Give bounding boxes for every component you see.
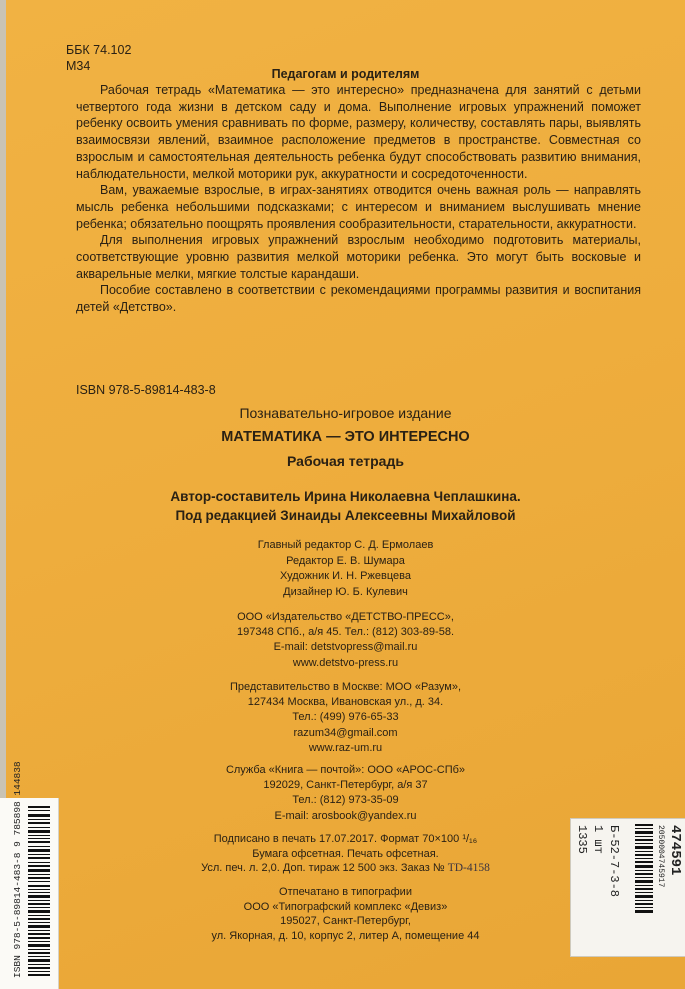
order-number: TD-4158 (447, 862, 490, 874)
staff-line: Главный редактор С. Д. Ермолаев (257, 539, 434, 551)
publisher-line: 197348 СПб., а/я 45. Тел.: (812) 303-89-58. (237, 626, 454, 639)
moscow-line: 127434 Москва, Ивановская ул., д. 34. (247, 696, 444, 709)
moscow-office-info (6, 680, 685, 756)
printer-line: 195027, Санкт-Петербург, (280, 915, 411, 927)
udk-code: М34 (66, 59, 91, 73)
publisher-website: www.detstvo-press.ru (292, 656, 399, 669)
service-email: E-mail: arosbook@yandex.ru (274, 809, 417, 822)
printer-line: Отпечатано в типографии (279, 886, 412, 898)
publisher-info (6, 610, 685, 671)
publisher-line: ООО «Издательство «ДЕТСТВО-ПРЕСС», (237, 611, 454, 623)
editorial-staff (6, 538, 685, 600)
paragraph: Рабочая тетрадь «Математика — это интересно» предназначена для занятий с детьми четвертого года жизни в детском саду и дома. Выполнение игровых упражнений поможет ребенку освоить умения сравнивать по форме, размеру, количеству, составлять пары, выявлять взаимосвязи явлений, взаимное расположение предметов в пространстве. Совместная со взрослым и самостоятельная деятельность ребенка будут способствовать развитию внимания, наблюдательности, мелкой моторики рук, аккуратности и сосредоточенности. (76, 83, 641, 181)
isbn-barcode (28, 806, 50, 976)
paragraph: Пособие составлено в соответствии с рекомендациями программы развития и воспитания детей «Детство». (76, 283, 641, 315)
book-type: Рабочая тетрадь (287, 453, 404, 469)
printer-line: ул. Якорная, д. 10, корпус 2, литер А, помещение 44 (211, 929, 480, 942)
volume-text: Усл. печ. л. 2,0. Доп. тираж 12 500 экз. Заказ № (201, 862, 445, 874)
sticker-quantity: 1 шт (591, 825, 605, 854)
store-sticker (570, 818, 685, 957)
isbn-barcode-text: ISBN 978-5-89814-483-8 9 785898 144838 (12, 761, 23, 978)
publisher-email: E-mail: detstvopress@mail.ru (273, 641, 418, 654)
bbk-code: ББК 74.102 (66, 43, 132, 57)
section-title: Педагогам и родителям (271, 67, 420, 81)
edition-type: Познавательно-игровое издание (239, 405, 452, 421)
staff-line: Художник И. Н. Ржевцева (280, 570, 411, 582)
service-line: Тел.: (812) 973-35-09 (292, 794, 399, 807)
staff-line: Дизайнер Ю. Б. Кулевич (283, 585, 408, 598)
sticker-barcode-digits: 2050004745917 (656, 825, 665, 888)
paragraph: Вам, уважаемые взрослые, в играх-занятиях отводится очень важная роль — направлять мысль ребенка небольшими подсказками; с интересом и вниманием выслушивать мнение ребенка; обязательно поощрять проявления сообразительности, старательности, аккуратности. (76, 183, 641, 231)
moscow-website: www.raz-um.ru (308, 741, 383, 754)
printer-line: ООО «Типографский комплекс «Девиз» (243, 900, 448, 913)
moscow-line: Тел.: (499) 976-65-33 (292, 711, 399, 724)
author-line: Автор-составитель Ирина Николаевна Чеплашкина. (170, 489, 521, 504)
sticker-barcode (635, 824, 653, 914)
book-title: МАТЕМАТИКА — ЭТО ИНТЕРЕСНО (221, 429, 470, 445)
service-line: Служба «Книга — почтой»: ООО «АРОС-СПб» (225, 764, 466, 776)
sticker-code-2: 1335 (575, 825, 589, 854)
isbn: ISBN 978-5-89814-483-8 (76, 383, 216, 397)
sticker-code: Б-52-7-3-8 (607, 825, 621, 898)
moscow-line: Представительство в Москве: МОО «Разум», (229, 681, 462, 693)
authors-block (6, 487, 685, 525)
book-service-info (6, 763, 685, 824)
staff-line: Редактор Е. В. Шумара (286, 554, 405, 567)
annotation-text (76, 82, 641, 316)
sticker-number: 474591 (667, 825, 683, 876)
paper-line: Бумага офсетная. Печать офсетная. (252, 847, 439, 860)
editor-line: Под редакцией Зинаиды Алексеевны Михайловой (175, 508, 516, 523)
paragraph: Для выполнения игровых упражнений взрослым необходимо подготовить материалы, соответствующие уровню развития мелкой моторики ребенка. Это могут быть восковые и акварельные мелки, мягкие толстые карандаши. (76, 233, 641, 281)
service-line: 192029, Санкт-Петербург, а/я 37 (263, 779, 428, 792)
moscow-email: razum34@gmail.com (293, 726, 398, 739)
signed-line: Подписано в печать 17.07.2017. Формат 70×100 ¹/₁₆ (213, 833, 478, 845)
